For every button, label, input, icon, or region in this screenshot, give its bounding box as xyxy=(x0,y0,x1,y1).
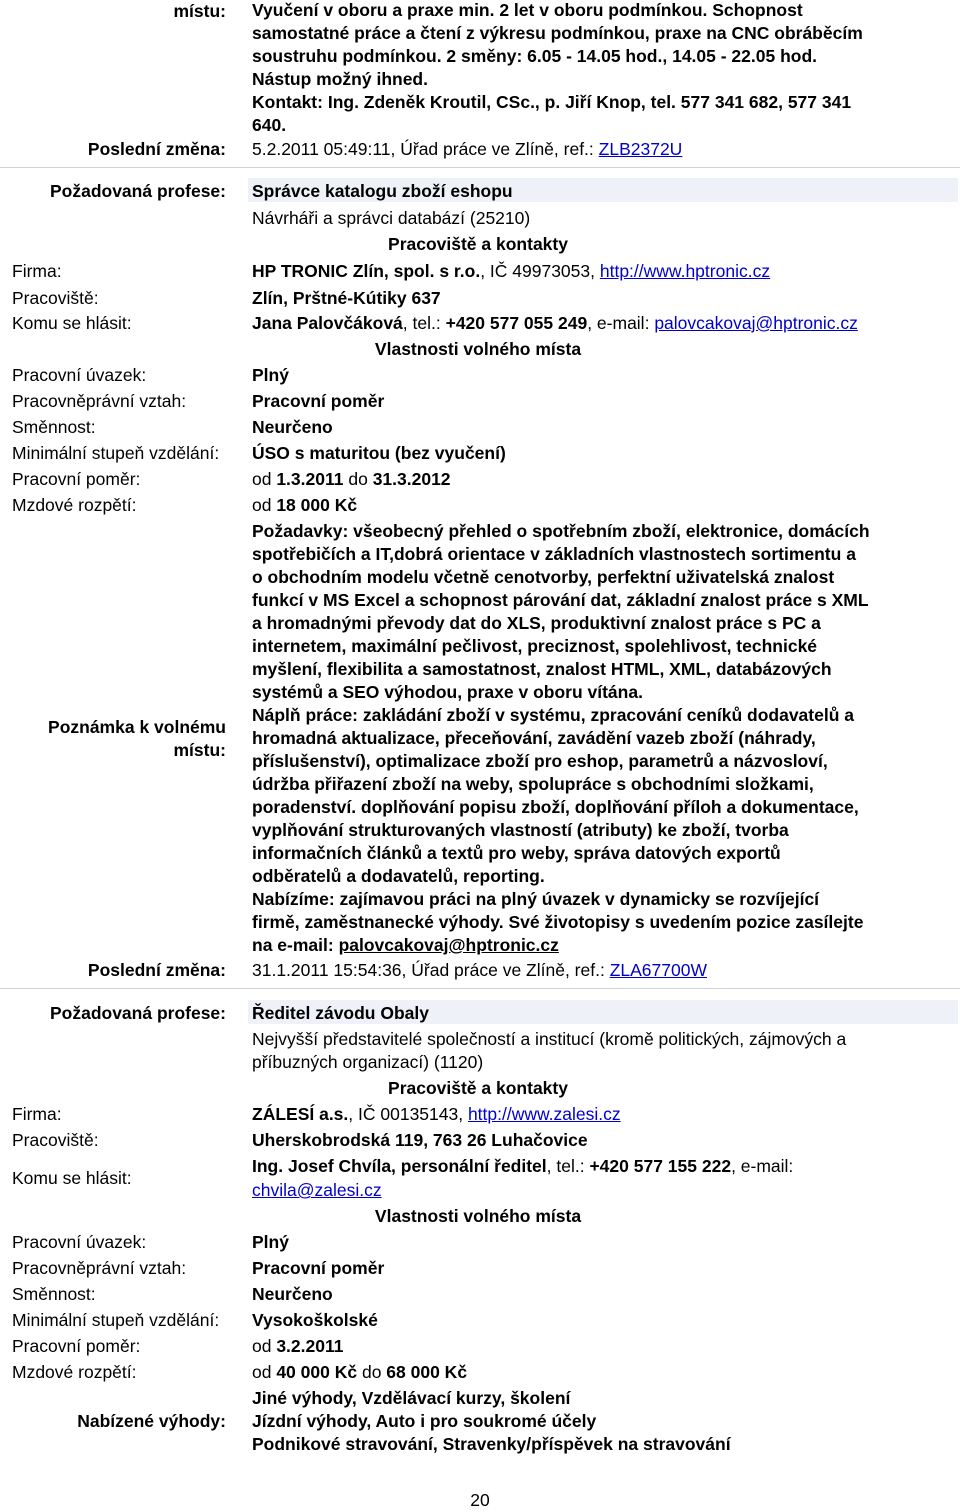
section-heading-contacts: Pracoviště a kontakty xyxy=(388,234,568,254)
education-label: Minimální stupeň vzdělání: xyxy=(12,1310,220,1330)
profession-category: příbuzných organizací) (1120) xyxy=(252,1052,484,1072)
firm-label: Firma: xyxy=(12,1104,62,1124)
workload-label: Pracovní úvazek: xyxy=(12,1232,147,1252)
note-line: firmě, zaměstnanecké výhody. Své životopisy s uvedením pozice zasílejte xyxy=(252,912,864,932)
note-label: Poznámka k volnému xyxy=(48,717,226,737)
education-value: Vysokoškolské xyxy=(252,1310,378,1330)
salary-label: Mzdové rozpětí: xyxy=(12,1362,137,1382)
relation-label: Pracovněprávní vztah: xyxy=(12,1258,187,1278)
period-to-label: do xyxy=(343,469,373,489)
firm-ico: , IČ 49973053, xyxy=(480,261,600,281)
period-value xyxy=(252,1335,343,1357)
note-email[interactable]: palovcakovaj@hptronic.cz xyxy=(338,935,559,955)
note-line xyxy=(252,934,958,957)
firm-url-link[interactable]: http://www.hptronic.cz xyxy=(599,261,771,281)
workplace-value: Zlín, Prštné-Kútiky 637 xyxy=(252,288,441,308)
education-value: ÚSO s maturitou (bez vyučení) xyxy=(252,443,506,463)
note-line: myšlení, flexibilita a samostatnost, znalost HTML, XML, databázových xyxy=(252,659,832,679)
contact-value xyxy=(252,312,858,334)
salary-value xyxy=(252,494,357,516)
contact-tel: +420 577 155 222 xyxy=(589,1156,732,1176)
shift-value: Neurčeno xyxy=(252,1284,333,1304)
firm-url-link[interactable]: http://www.zalesi.cz xyxy=(467,1104,621,1124)
note-line: systémů a SEO výhodou, praxe v oboru vítána. xyxy=(252,682,643,702)
period-from: 3.2.2011 xyxy=(276,1336,344,1356)
note-line: internetem, maximální pečlivost, preciznost, spolehlivost, technické xyxy=(252,636,818,656)
period-label: Pracovní poměr: xyxy=(12,1336,141,1356)
period-from-label: od xyxy=(252,1336,277,1356)
relation-value: Pracovní poměr xyxy=(252,1258,385,1278)
shift-label: Směnnost: xyxy=(12,417,96,437)
profession-title: Ředitel závodu Obaly xyxy=(252,1003,429,1023)
salary-from-label: od xyxy=(252,1362,277,1382)
ref-link[interactable]: ZLB2372U xyxy=(598,139,683,159)
workload-label: Pracovní úvazek: xyxy=(12,365,147,385)
section-heading-contacts: Pracoviště a kontakty xyxy=(388,1078,568,1098)
period-to: 31.3.2012 xyxy=(372,469,451,489)
note-line: a hromadnými převody dat do XLS, produktivní znalost práce s PC a xyxy=(252,613,821,633)
benefit-item: Jiné výhody, Vzdělávací kurzy, školení xyxy=(252,1388,571,1408)
firm-label: Firma: xyxy=(12,261,62,281)
note-line: Kontakt: Ing. Zdeněk Kroutil, CSc., p. Jiří Knop, tel. 577 341 682, 577 341 xyxy=(252,92,852,112)
period-label: Pracovní poměr: xyxy=(12,469,141,489)
profession-title: Správce katalogu zboží eshopu xyxy=(252,181,513,201)
period-from-label: od xyxy=(252,469,277,489)
workload-value: Plný xyxy=(252,365,289,385)
last-change-text: 31.1.2011 15:54:36, Úřad práce ve Zlíně, ref.: xyxy=(252,960,610,980)
workplace-label: Pracoviště: xyxy=(12,288,99,308)
shift-label: Směnnost: xyxy=(12,1284,96,1304)
ref-link[interactable]: ZLA67700W xyxy=(609,960,707,980)
divider xyxy=(0,988,960,989)
last-change-label: Poslední změna: xyxy=(87,960,226,980)
note-email-prefix: na e-mail: xyxy=(252,935,339,955)
note-line: Náplň práce: zakládání zboží v systému, zpracování ceníků dodavatelů a xyxy=(252,705,854,725)
profession-label: Požadovaná profese: xyxy=(49,181,226,201)
workplace-value: Uherskobrodská 119, 763 26 Luhačovice xyxy=(252,1130,588,1150)
shift-value: Neurčeno xyxy=(252,417,333,437)
workload-value: Plný xyxy=(252,1232,289,1252)
contact-email-row xyxy=(252,1179,382,1201)
last-change-text: 5.2.2011 05:49:11, Úřad práce ve Zlíně, ref.: xyxy=(252,139,599,159)
note-line: 640. xyxy=(252,115,287,135)
salary-from: 18 000 Kč xyxy=(276,495,358,515)
contact-email-link[interactable]: chvila@zalesi.cz xyxy=(252,1180,382,1200)
contact-label: Komu se hlásit: xyxy=(12,313,132,333)
education-label: Minimální stupeň vzdělání: xyxy=(12,443,220,463)
workplace-label: Pracoviště: xyxy=(12,1130,99,1150)
page-number: 20 xyxy=(470,1490,490,1510)
note-line: poradenství. doplňování popisu zboží, doplňování příloh a dokumentace, xyxy=(252,797,859,817)
contact-tel-label: , tel.: xyxy=(546,1156,590,1176)
contact-name: Jana Palovčáková xyxy=(252,313,403,333)
contact-email-link[interactable]: palovcakovaj@hptronic.cz xyxy=(654,313,858,333)
firm-value xyxy=(252,1103,621,1125)
contact-email-label: , e-mail: xyxy=(587,313,655,333)
profession-label: Požadovaná profese: xyxy=(49,1003,226,1023)
note-line: hromadná aktualizace, přeceňování, zavádění vazeb zboží (náhrady, xyxy=(252,728,816,748)
salary-to: 68 000 Kč xyxy=(386,1362,468,1382)
note-line: funkcí v MS Excel a schopnost párování dat, základní znalost práce s XML xyxy=(252,590,869,610)
salary-from-label: od xyxy=(252,495,277,515)
benefit-item: Podnikové stravování, Stravenky/příspěvek na stravování xyxy=(252,1434,731,1454)
salary-value xyxy=(252,1361,467,1383)
period-from: 1.3.2011 xyxy=(276,469,344,489)
note-line: příslušenství), optimalizace zboží pro eshop, parametrů a názvosloví, xyxy=(252,751,828,771)
firm-value xyxy=(252,260,770,282)
top-note xyxy=(252,0,958,137)
benefits-label: Nabízené výhody: xyxy=(77,1411,226,1431)
note-label: místu: xyxy=(173,1,226,21)
note-label: místu: xyxy=(173,740,226,760)
note-line: spotřebičích a IT,dobrá orientace v základních vlastnostech sortimentu a xyxy=(252,544,856,564)
relation-label: Pracovněprávní vztah: xyxy=(12,391,187,411)
contact-email-label: , e-mail: xyxy=(731,1156,794,1176)
last-change-value xyxy=(252,138,682,160)
note-line: informačních článků a textů pro weby, správa datových exportů xyxy=(252,843,781,863)
contact-label: Komu se hlásit: xyxy=(12,1168,132,1188)
section-heading-props: Vlastnosti volného místa xyxy=(374,1206,582,1226)
contact-tel-label: , tel.: xyxy=(402,313,446,333)
profession-category: Nejvyšší představitelé společností a institucí (kromě politických, zájmových a xyxy=(252,1029,847,1049)
benefit-item: Jízdní výhody, Auto i pro soukromé účely xyxy=(252,1411,597,1431)
contact-tel: +420 577 055 249 xyxy=(445,313,588,333)
firm-name: ZÁLESÍ a.s. xyxy=(252,1104,349,1124)
job-note xyxy=(252,520,958,957)
profession-category: Návrháři a správci databází (25210) xyxy=(252,208,531,228)
note-line: odběratelů a dodavatelů, reporting. xyxy=(252,866,545,886)
note-line: Požadavky: všeobecný přehled o spotřebním zboží, elektronice, domácích xyxy=(252,521,870,541)
note-line: Nabízíme: zajímavou práci na plný úvazek v dynamicky se rozvíjející xyxy=(252,889,820,909)
note-line: Nástup možný ihned. xyxy=(252,69,428,89)
note-line: vyplňování strukturovaných vlastností (atributy) ke zboží, tvorba xyxy=(252,820,789,840)
note-line: soustruhu podmínkou. 2 směny: 6.05 - 14.05 hod., 14.05 - 22.05 hod. xyxy=(252,46,818,66)
last-change-value xyxy=(252,959,707,981)
period-value xyxy=(252,468,451,490)
salary-to-label: do xyxy=(357,1362,387,1382)
firm-ico: , IČ 00135143, xyxy=(348,1104,468,1124)
last-change-label: Poslední změna: xyxy=(87,139,226,159)
contact-value xyxy=(252,1155,793,1177)
note-line: samostatné práce a čtení z výkresu podmínkou, praxe na CNC obráběcím xyxy=(252,23,863,43)
relation-value: Pracovní poměr xyxy=(252,391,385,411)
divider xyxy=(0,167,960,168)
note-line: o obchodním modelu včetně cenotvorby, perfektní uživatelská znalost xyxy=(252,567,835,587)
salary-from: 40 000 Kč xyxy=(276,1362,358,1382)
note-line: Vyučení v oboru a praxe min. 2 let v oboru podmínkou. Schopnost xyxy=(252,0,803,20)
contact-name: Ing. Josef Chvíla, personální ředitel xyxy=(252,1156,547,1176)
section-heading-props: Vlastnosti volného místa xyxy=(374,339,582,359)
note-line: údržba přiřazení zboží na weby, spolupráce s obchodními složkami, xyxy=(252,774,814,794)
firm-name: HP TRONIC Zlín, spol. s r.o. xyxy=(252,261,481,281)
salary-label: Mzdové rozpětí: xyxy=(12,495,137,515)
